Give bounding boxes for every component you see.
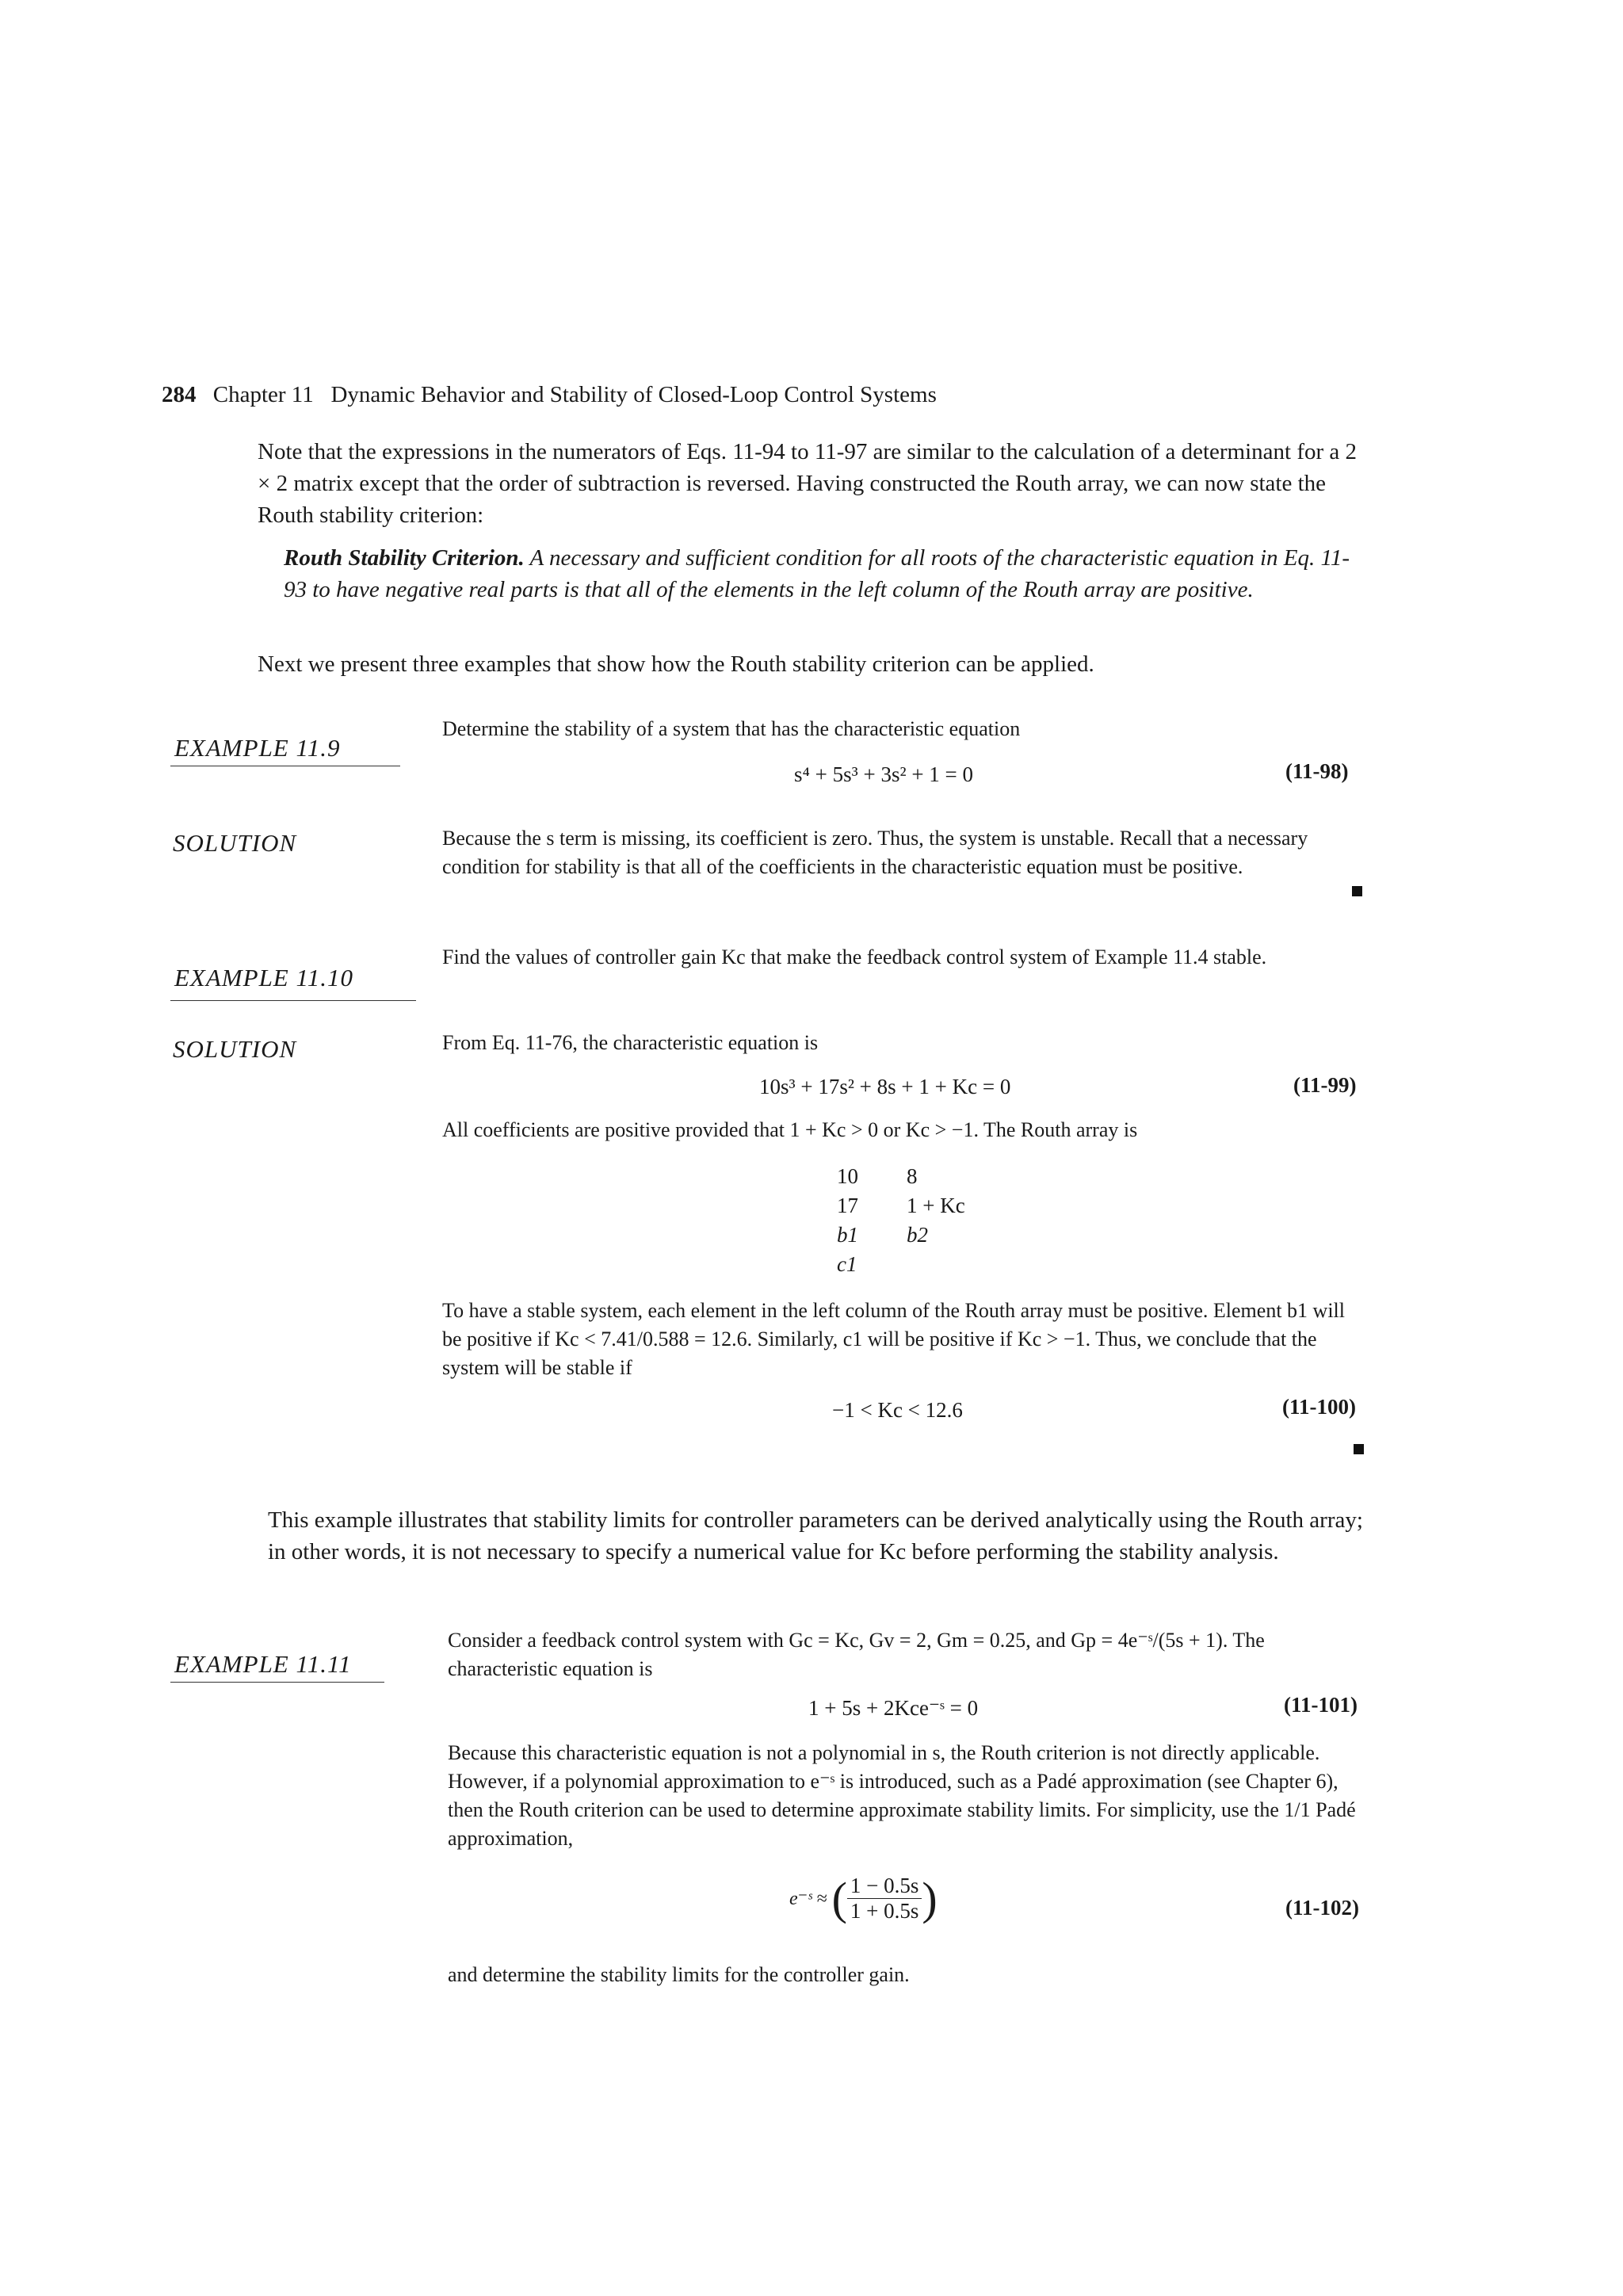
- pade-fraction: [847, 1874, 922, 1924]
- intro-paragraph-2: Next we present three examples that show how the Routh stability criterion can be applied.: [258, 651, 1094, 677]
- eq-number-11-102: (11-102): [1285, 1896, 1359, 1920]
- eq-number-11-98: (11-98): [1285, 759, 1349, 783]
- routh-cell: 1 + Kc: [907, 1194, 965, 1217]
- example-11-10-label: EXAMPLE 11.10: [174, 964, 353, 991]
- coefficients-text: All coefficients are positive provided that 1 + Kc > 0 or Kc > −1. The Routh array is: [442, 1118, 1138, 1141]
- page-number: 284: [162, 382, 197, 407]
- example-11-11-label: EXAMPLE 11.11: [174, 1650, 352, 1678]
- pade-numerator: 1 − 0.5s: [847, 1874, 922, 1899]
- end-of-example-marker: [1354, 1444, 1364, 1454]
- pade-approximation: [789, 1874, 938, 1924]
- example-11-11-text-2: Because this characteristic equation is not a polynomial in s, the Routh criterion is not directly applicable. However, if a polynomial approximation to e⁻ˢ is introduced, such as a Padé approximation (see Chapter 6), then the Routh criterion can be used to determine approximate stability limits. For simplicity, use the 1/1 Padé approximation,: [448, 1741, 1356, 1850]
- routh-cell: b2: [907, 1223, 928, 1247]
- routh-cell: 17: [837, 1194, 858, 1217]
- page-header: [162, 382, 937, 408]
- routh-row: [837, 1250, 965, 1279]
- routh-cell: 8: [907, 1164, 918, 1188]
- routh-criterion: [284, 542, 1361, 606]
- routh-cell: b1: [837, 1223, 858, 1247]
- solution-11-10-intro: From Eq. 11-76, the characteristic equation is: [442, 1031, 819, 1054]
- example-11-11-text-3: and determine the stability limits for the controller gain.: [448, 1963, 910, 1986]
- criterion-text: A necessary and sufficient condition for all roots of the characteristic equation in Eq. 11-93 to have negative real parts is that all of the elements in the left column of the Routh array are positive.: [284, 545, 1350, 602]
- example-11-9-text: Determine the stability of a system that has the characteristic equation: [442, 717, 1021, 740]
- routh-row: [837, 1162, 965, 1191]
- eq-number-11-101: (11-101): [1284, 1693, 1358, 1717]
- intro-paragraph: Note that the expressions in the numerators of Eqs. 11-94 to 11-97 are similar to the calculation of a determinant for a 2 × 2 matrix except that the order of subtraction is reversed. Having constructed the Routh array, we can now state the Routh stability criterion:: [258, 439, 1358, 528]
- routh-row: [837, 1191, 965, 1221]
- eq-number-11-99: (11-99): [1293, 1073, 1357, 1097]
- eq-number-11-100: (11-100): [1282, 1395, 1356, 1419]
- left-paren: (: [831, 1872, 847, 1924]
- criterion-title: Routh Stability Criterion.: [284, 545, 525, 571]
- equation-11-99: 10s³ + 17s² + 8s + 1 + Kc = 0: [759, 1075, 1011, 1098]
- pade-denominator: 1 + 0.5s: [850, 1899, 919, 1923]
- stable-system-text: To have a stable system, each element in the left column of the Routh array must be positive. Element b1 will be positive if Kc < 7.41/0.588 = 12.6. Similarly, c1 will be positive if Kc > −1. Thus, we conclude that the system will be stable if: [442, 1299, 1345, 1379]
- equation-11-98: s⁴ + 5s³ + 3s² + 1 = 0: [794, 762, 974, 786]
- right-paren: ): [922, 1872, 938, 1924]
- inequality-11-100: −1 < Kc < 12.6: [832, 1398, 963, 1422]
- middle-paragraph: This example illustrates that stability limits for controller parameters can be derived analytically using the Routh array; in other words, it is not necessary to specify a numerical value for Kc before performing the stability analysis.: [268, 1507, 1363, 1564]
- example-11-10-text: Find the values of controller gain Kc that make the feedback control system of Example 11.4 stable.: [442, 946, 1267, 968]
- routh-row: [837, 1221, 965, 1250]
- end-of-example-marker: [1352, 886, 1362, 896]
- routh-cell: c1: [837, 1252, 857, 1276]
- routh-array: [837, 1162, 965, 1279]
- solution-11-9-text: Because the s term is missing, its coefficient is zero. Thus, the system is unstable. Recall that a necessary condition for stability is that all of the coefficients in the characteristic equation must be positive.: [442, 827, 1308, 878]
- pade-lhs: e⁻ˢ ≈: [789, 1889, 827, 1909]
- example-11-11-text: Consider a feedback control system with Gc = Kc, Gv = 2, Gm = 0.25, and Gp = 4e⁻ˢ/(5s + 1). The characteristic equation is: [448, 1629, 1265, 1680]
- equation-11-101: 1 + 5s + 2Kce⁻ˢ = 0: [808, 1696, 979, 1720]
- routh-cell: 10: [837, 1164, 858, 1188]
- example-rule: [170, 1000, 416, 1001]
- solution-label-11-10: SOLUTION: [173, 1035, 297, 1063]
- running-title: Chapter 11 Dynamic Behavior and Stability of Closed-Loop Control Systems: [212, 382, 937, 407]
- example-11-9-label: EXAMPLE 11.9: [174, 734, 341, 762]
- solution-label-11-9: SOLUTION: [173, 829, 297, 857]
- example-rule: [170, 1682, 384, 1683]
